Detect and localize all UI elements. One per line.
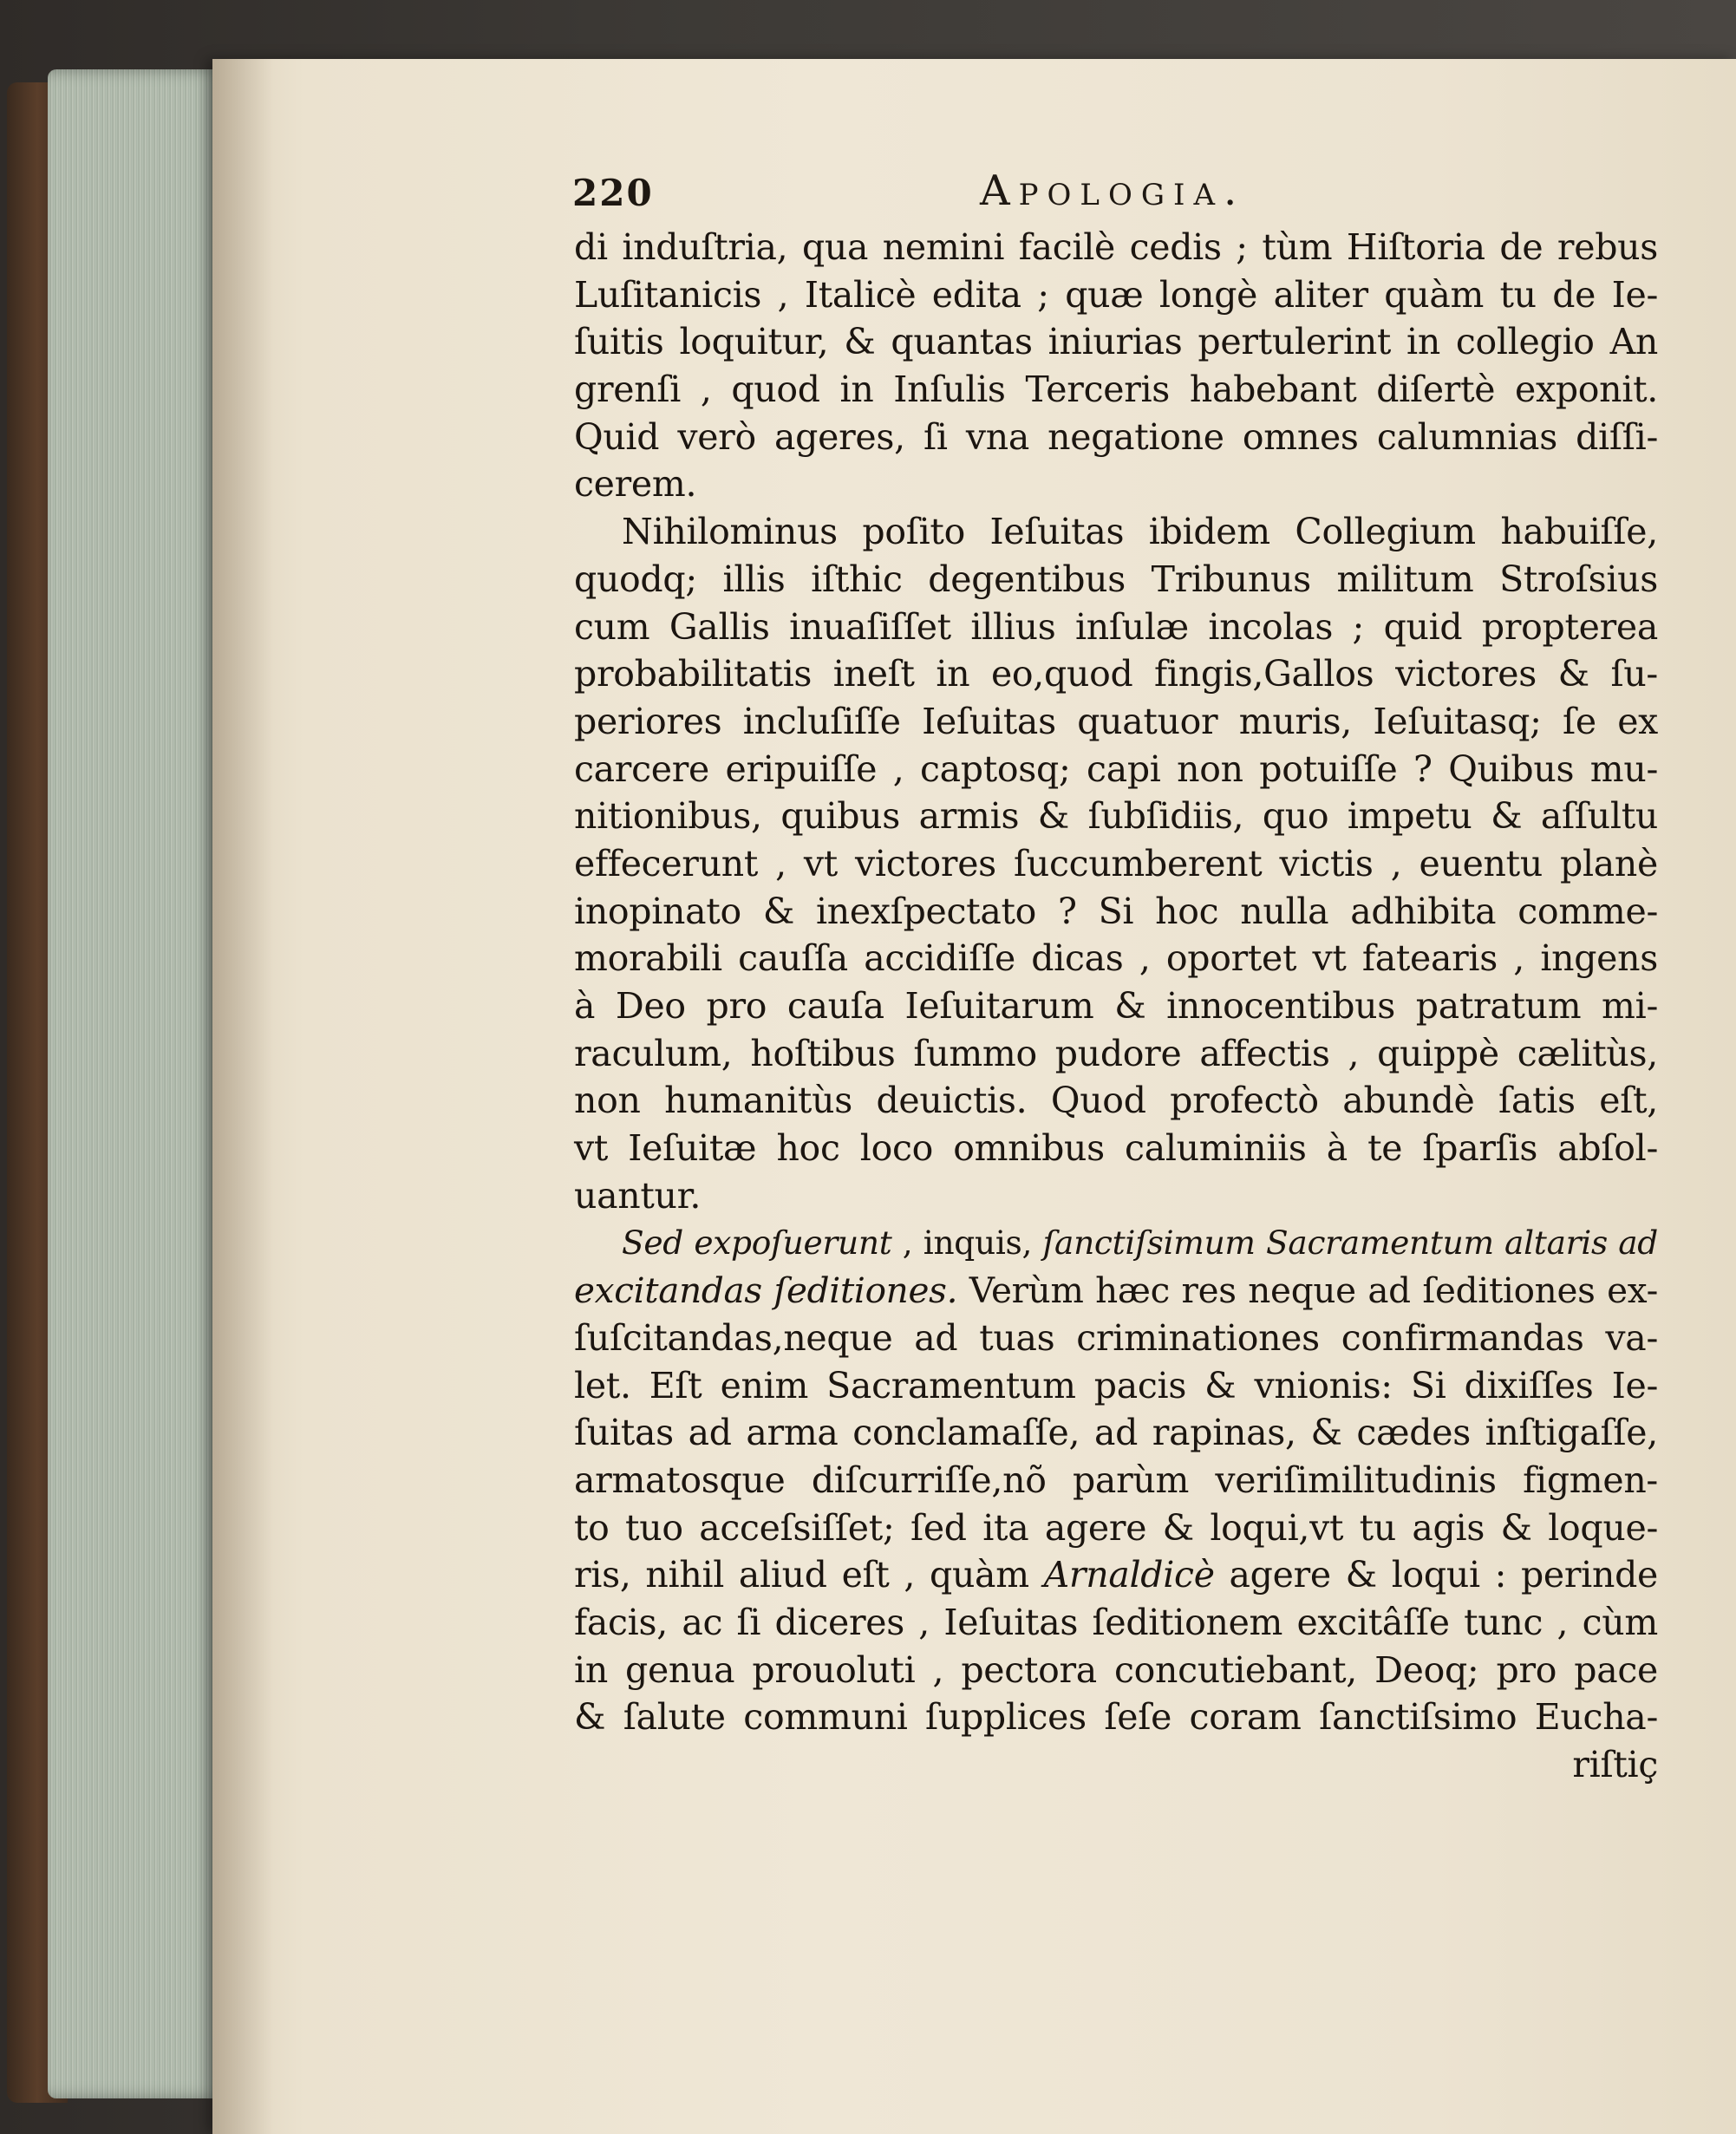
text-line: armatosque diſcurriſſe,nõ parùm veriſimilitudinis figmen- [574,1459,1658,1501]
italic-quote: ſanctiſsimum Sacramentum altaris ad [1042,1224,1658,1263]
running-title: Apologia. [980,166,1246,215]
text-line: ſuitas ad arma conclamaſſe, ad rapinas, & cædes inſtigaſſe, [574,1412,1658,1454]
text-line [574,1267,1658,1315]
text-line: facis, ac ſi diceres , Ieſuitas ſeditionem excitâſſe tunc , cùm [574,1601,1658,1643]
text-fragment: agere & loqui : perinde [1229,1554,1659,1596]
text-line: nitionibus, quibus armis & ſubſidiis, quo impetu & aſſultu [574,795,1658,838]
text-line: effecerunt , vt victores ſuccumberent victis , euentu planè [574,842,1658,884]
catchword: riſtiç [1572,1744,1658,1785]
text-fragment: , inquis, [902,1224,1033,1263]
paragraph-start [574,1219,1658,1267]
text-line: ſuitis loquitur, & quantas iniurias pertulerint in collegio An [574,321,1658,363]
text-line: vt Ieſuitæ hoc loco omnibus caluminiis à te ſparſis abſol- [574,1127,1658,1170]
text-line: cerem. [574,463,697,506]
body-text [574,224,1658,1789]
text-line: non humanitùs deuictis. Quod profectò abundè ſatis eſt, [574,1080,1658,1122]
page-edges [48,69,221,2098]
text-line: carcere eripuiſſe , captosq; capi non potuiſſe ? Quibus mu- [574,747,1658,790]
italic-word: Arnaldicè [1043,1554,1215,1596]
text-line: periores incluſiſſe Ieſuitas quatuor muris, Ieſuitasq; ſe ex [574,700,1658,742]
text-line: probabilitatis ineſt in eo,quod fingis,Gallos victores & ſu- [574,653,1658,695]
text-line: Luſitanicis , Italicè edita ; quæ longè aliter quàm tu de Ie- [574,273,1658,316]
gutter-shadow [212,59,273,2134]
text-line: inopinato & inexſpectato ? Si hoc nulla adhibita comme- [574,890,1658,932]
text-line: let. Eſt enim Sacramentum pacis & vnionis: Si dixiſſes Ie- [574,1364,1658,1406]
text-line: in genua prouoluti , pectora concutiebant, Deoq; pro pace [574,1648,1658,1691]
paragraph-start: Nihilominus poſito Ieſuitas ibidem Collegium habuiſſe, [622,511,1658,553]
text-fragment: Verùm hæc res neque ad ſeditiones ex- [969,1269,1658,1312]
text-line: cum Gallis inuaſiſſet illius inſulæ incolas ; quid propterea [574,605,1658,648]
text-line: morabili cauſſa accidiſſe dicas , oportet vt fatearis , ingens [574,937,1658,980]
text-line: Quid verò ageres, ſi vna negatione omnes calumnias diſſi- [574,415,1658,458]
italic-quote: excitandas ſeditiones. [574,1269,958,1312]
italic-quote: Sed expoſuerunt [622,1224,892,1263]
text-line: quodq; illis iſthic degentibus Tribunus militum Stroſsius [574,558,1658,600]
text-line: & ſalute communi ſupplices ſeſe coram ſanctiſsimo Eucha- [574,1696,1658,1739]
text-line: à Deo pro cauſa Ieſuitarum & innocentibus patratum mi- [574,985,1658,1027]
text-line: raculum, hoſtibus ſummo pudore affectis , quippè cælitùs, [574,1032,1658,1074]
text-line [574,1551,1658,1599]
text-line: to tuo acceſsiſſet; ſed ita agere & loqui,vt tu agis & loque- [574,1506,1658,1549]
text-fragment: ris, nihil aliud eſt , quàm [574,1554,1029,1596]
text-line: uantur. [574,1174,702,1217]
text-line: grenſi , quod in Inſulis Terceris habebant diſertè exponit. [574,369,1658,411]
text-line: ſuſcitandas,neque ad tuas criminationes confirmandas va- [574,1316,1658,1359]
text-line: di induſtria, qua nemini facilè cedis ; tùm Hiſtoria de rebus [574,226,1658,268]
page-number: 220 [572,172,654,214]
page-header [572,163,1656,215]
